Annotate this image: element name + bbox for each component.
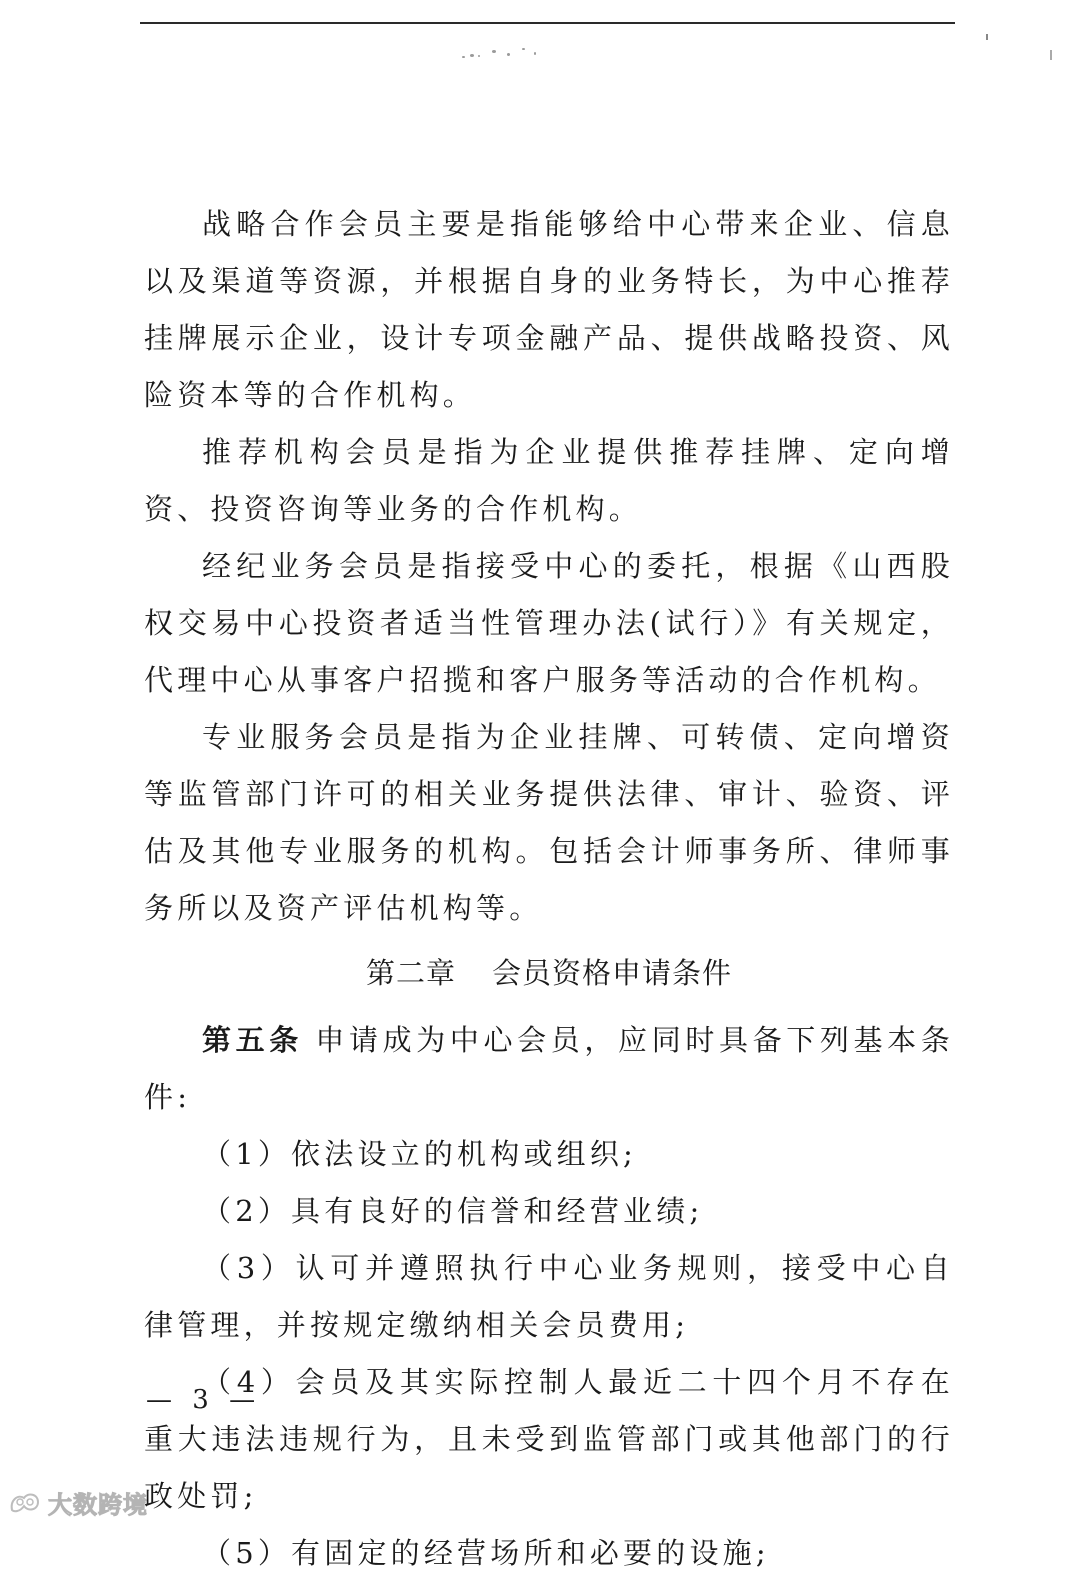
page-number: — 3 — <box>146 1385 262 1415</box>
paragraph-professional-member: 专业服务会员是指为企业挂牌、可转债、定向增资等监管部门许可的相关业务提供法律、审计、验资、评估及其他专业服务的机构。包括会计师事务所、律师事务所以及资产评估机构等。 <box>144 720 954 925</box>
paragraph-recommending-member: 推荐机构会员是指为企业提供推荐挂牌、定向增资、投资咨询等业务的合作机构。 <box>144 435 954 526</box>
chapter-title: 会员资格申请条件 <box>492 956 733 990</box>
article-label: 第五条 <box>202 1023 303 1057</box>
article-five <box>144 1012 954 1126</box>
condition-item: （2）具有良好的信誉和经营业绩; <box>202 1194 704 1228</box>
scan-artifact <box>462 44 552 64</box>
paragraph-strategic-member: 战略合作会员主要是指能够给中心带来企业、信息以及渠道等资源，并根据自身的业务特长，为中心推荐挂牌展示企业，设计专项金融产品、提供战略投资、风险资本等的合作机构。 <box>144 207 954 412</box>
scan-artifact-mark <box>986 34 988 40</box>
condition-item: （5）有固定的经营场所和必要的设施; <box>202 1536 770 1570</box>
watermark <box>8 1486 148 1518</box>
article-text: 申请成为中心会员，应同时具备下列基本条件: <box>144 1023 954 1114</box>
chapter-number: 第二章 <box>365 956 456 990</box>
scan-artifact-mark <box>1050 50 1052 60</box>
watermark-text: 大数跨境 <box>48 1490 148 1519</box>
chapter-heading <box>144 945 954 1002</box>
watermark-logo-icon <box>8 1490 42 1514</box>
document-body <box>144 196 954 1582</box>
condition-item: （3）认可并遵照执行中心业务规则，接受中心自律管理，并按规定缴纳相关会员费用; <box>144 1251 954 1342</box>
condition-item: （1）依法设立的机构或组织; <box>202 1137 638 1171</box>
paragraph-brokerage-member: 经纪业务会员是指接受中心的委托，根据《山西股权交易中心投资者适当性管理办法(试行）》有关规定，代理中心从事客户招揽和客户服务等活动的合作机构。 <box>144 549 954 697</box>
header-rule <box>140 22 955 24</box>
condition-item: （4）会员及其实际控制人最近二十四个月不存在重大违法违规行为，且未受到监管部门或其他部门的行政处罚; <box>144 1365 954 1513</box>
